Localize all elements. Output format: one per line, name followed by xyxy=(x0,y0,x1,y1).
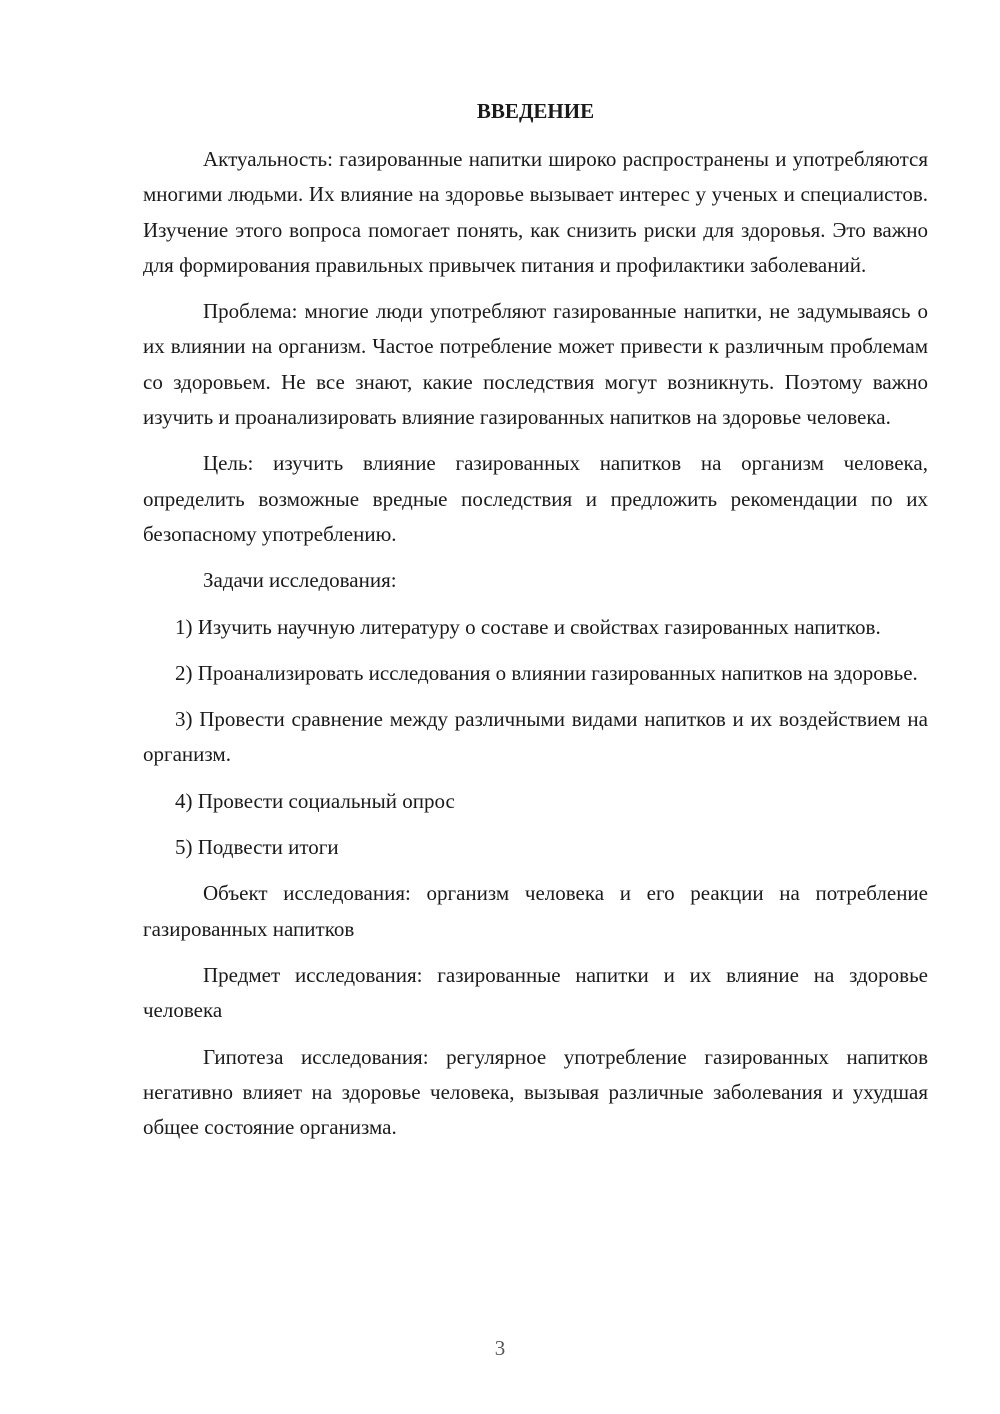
problem-paragraph: Проблема: многие люди употребляют газированные напитки, не задумываясь о их влиянии на организм. Частое потребление может привести к различным проблемам со здоровьем. Не все знают, какие последствия могут возникнуть. Поэтому важно изучить и проанализировать влияние газированных напитков на здоровье человека. xyxy=(143,299,928,430)
task-item: 1) Изучить научную литературу о составе и свойствах газированных напитков. xyxy=(175,614,881,639)
document-body xyxy=(143,142,928,1145)
subject-paragraph: Предмет исследования: газированные напитки и их влияние на здоровье человека xyxy=(143,962,928,1023)
task-item: 3) Провести сравнение между различными видами напитков и их воздействием на организм. xyxy=(143,707,928,767)
object-paragraph: Объект исследования: организм человека и его реакции на потребление газированных напитков xyxy=(143,881,928,941)
goal-paragraph: Цель: изучить влияние газированных напитков на организм человека, определить возможные вредные последствия и предложить рекомендации по их безопасному употреблению. xyxy=(143,451,928,546)
page-number: 3 xyxy=(494,1336,506,1360)
relevance-paragraph: Актуальность: газированные напитки широко распространены и употребляются многими людьми. Их влияние на здоровье вызывает интерес у ученых и специалистов. Изучение этого вопроса помогает понять, как снизить риски для здоровья. Это важно для формирования правильных привычек питания и профилактики заболеваний. xyxy=(143,147,928,277)
task-item: 5) Подвести итоги xyxy=(175,835,339,860)
hypothesis-paragraph: Гипотеза исследования: регулярное употребление газированных напитков негативно влияет на здоровье человека, вызывая различные заболевания и ухудшая общее состояние организма. xyxy=(143,1044,928,1140)
tasks-heading: Задачи исследования: xyxy=(203,568,397,593)
page-title: ВВЕДЕНИЕ xyxy=(476,99,595,123)
task-item: 2) Проанализировать исследования о влиянии газированных напитков на здоровье. xyxy=(175,660,918,685)
task-item: 4) Провести социальный опрос xyxy=(175,788,455,813)
